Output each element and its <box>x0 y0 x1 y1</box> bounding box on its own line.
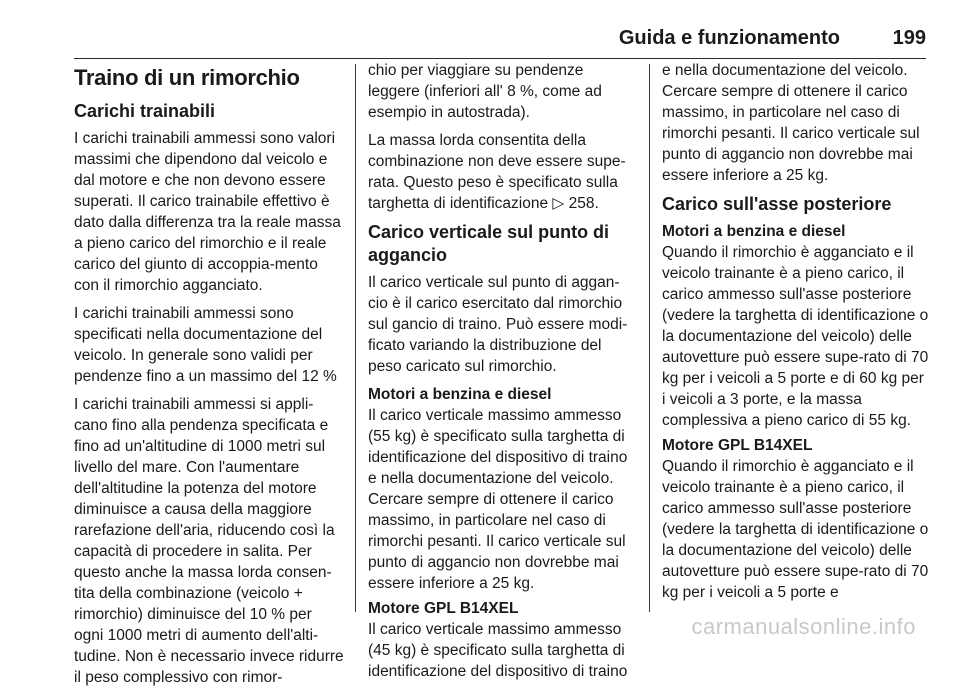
page-reference[interactable]: 258. <box>568 195 599 212</box>
subheading: Motori a benzina e diesel <box>662 223 846 240</box>
paragraph: Quando il rimorchio è agganciato e il veicolo trainante è a pieno carico, il carico ammesso sull'asse posteriore (vedere la targhetta di identificazione o la documentazione del veicolo) delle autovetture può essere supe-rato di 70 kg per i veicoli a 5 porte e di 60 kg per i veicoli a 3 porte, e la massa complessiva a pieno carico di 55 kg. <box>662 244 929 429</box>
paragraph: e nella documentazione del veicolo. Cercare sempre di ottenere il carico massimo, in particolare nel caso di rimorchi pesanti. Il carico verticale sul punto di aggancio non dovrebbe mai essere inferiore a 25 kg. <box>662 62 920 184</box>
column-divider <box>649 64 650 612</box>
paragraph: I carichi trainabili ammessi si appli-cano fino alla pendenza specificata e fino ad un'altitudine di 1000 metri sul livello del mare. Con l'aumentare dell'altitudine la potenza del motore diminuisce a causa della maggiore rarefazione dell'aria, riducendo così la capacità di procedere in salita. Per questo anche la massa lorda consen-tita della combinazione (veicolo + rimorchio) diminuisce del 10 % per ogni 1000 metri di aumento dell'alti-tudine. Non è necessario invece ridurre il peso complessivo con rimor- <box>74 396 344 686</box>
paragraph: Il carico verticale massimo ammesso (55 kg) è specificato sulla targhetta di identificazione del dispositivo di traino e nella documentazione del veicolo. Cercare sempre di ottenere il carico massimo, in particolare nel caso di rimorchi pesanti. Il carico verticale sul punto di aggancio non dovrebbe mai essere inferiore a 25 kg. <box>368 407 628 592</box>
column-3 <box>662 60 930 624</box>
column-divider <box>355 64 356 612</box>
subheading: Motore GPL B14XEL <box>368 600 519 617</box>
subheading: Motori a benzina e diesel <box>368 386 552 403</box>
page-number: 199 <box>892 27 926 49</box>
paragraph-text: La massa lorda consentita della combinazione non deve essere supe-rata. Questo peso è specificato sulla targhetta di identificazione <box>368 132 626 212</box>
paragraph: I carichi trainabili ammessi sono specificati nella documentazione del veicolo. In generale sono validi per pendenze fino a un massimo del 12 % <box>74 305 337 385</box>
paragraph <box>368 130 636 214</box>
page-header <box>74 22 926 59</box>
section-title: Guida e funzionamento <box>618 27 840 49</box>
paragraph: chio per viaggiare su pendenze leggere (inferiori all' 8 %, come ad esempio in autostrada). <box>368 62 602 121</box>
paragraph: Quando il rimorchio è agganciato e il veicolo trainante è a pieno carico, il carico ammesso sull'asse posteriore (vedere la targhetta di identificazione o la documentazione del veicolo) delle autovetture può essere supe-rato di 70 kg per i veicoli a 5 porte e <box>662 458 929 601</box>
subheading: Motore GPL B14XEL <box>662 437 813 454</box>
section-heading: Carico sull'asse posteriore <box>662 194 892 214</box>
column-1 <box>74 60 344 686</box>
watermark: carmanualsonline.info <box>691 614 916 639</box>
paragraph: I carichi trainabili ammessi sono valori massimi che dipendono dal veicolo e dal motore e che non devono essere superati. Il carico trainabile effettivo è dato dalla differenza tra la reale massa a pieno carico del rimorchio e il reale carico del giunto di accoppia-mento con il rimorchio agganciato. <box>74 130 341 294</box>
paragraph: Il carico verticale massimo ammesso (45 kg) è specificato sulla targhetta di identificazione del dispositivo di traino <box>368 621 628 680</box>
section-heading: Carichi trainabili <box>74 101 216 121</box>
column-2 <box>368 60 636 680</box>
paragraph: Il carico verticale sul punto di aggan-cio è il carico esercitato dal rimorchio sul gancio di traino. Può essere modi-ficato variando la distribuzione del peso caricato sul rimorchio. <box>368 274 628 375</box>
section-heading: Carico verticale sul punto di aggancio <box>368 222 610 265</box>
arrow-reference-icon: ▷ <box>552 195 565 212</box>
page-title: Traino di un rimorchio <box>74 65 300 90</box>
